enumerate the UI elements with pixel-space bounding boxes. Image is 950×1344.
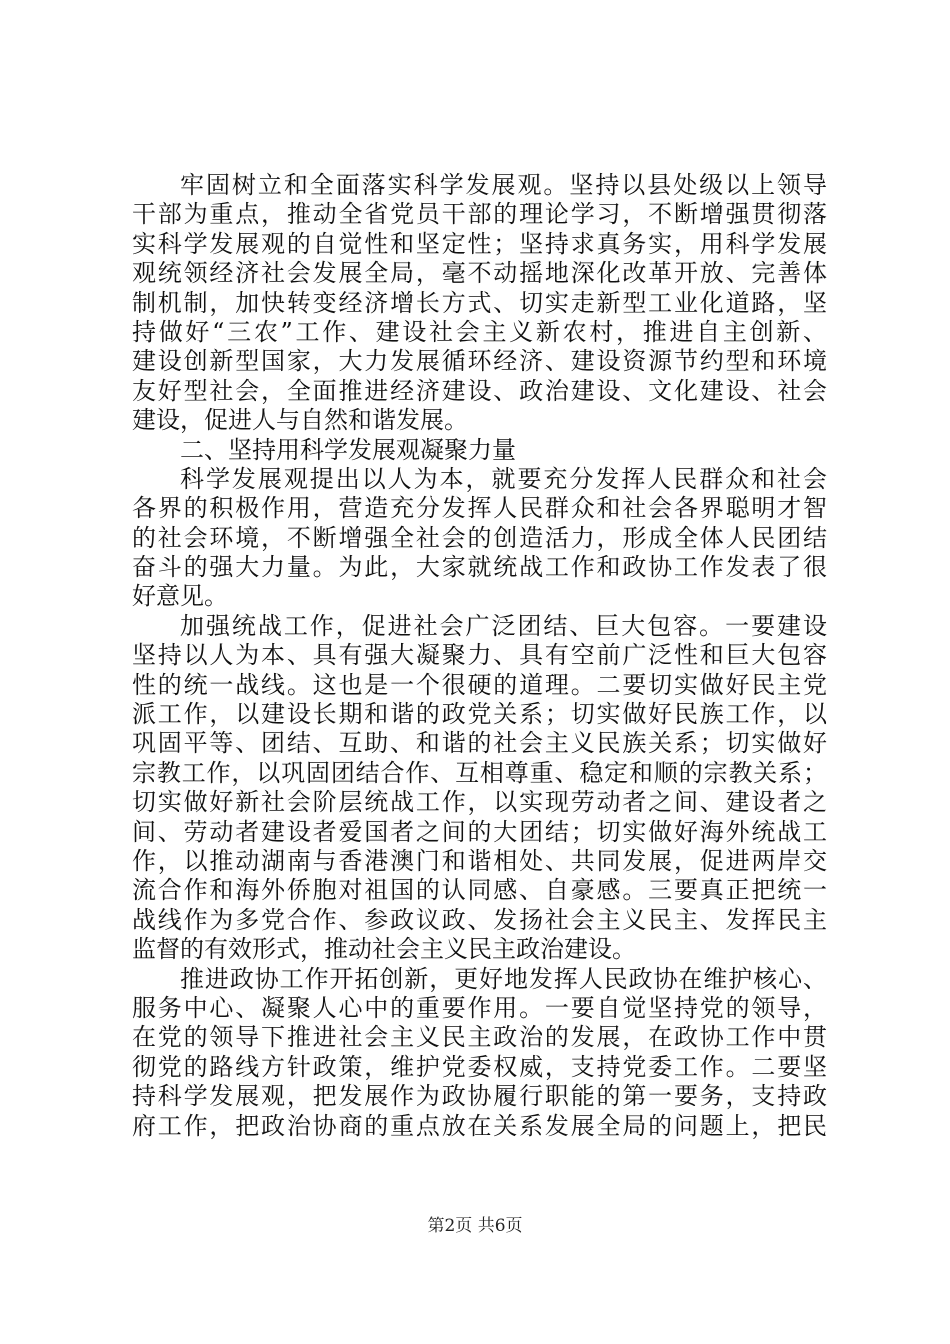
text-line: 推进政协工作开拓创新，更好地发挥人民政协在维护核心、: [180, 964, 827, 993]
text-line: 持做好“三农”工作、建设社会主义新农村，推进自主创新、: [132, 317, 827, 346]
text-line: 各界的积极作用，营造充分发挥人民群众和社会各界聪明才智: [132, 494, 827, 523]
text-line: 巩固平等、团结、互助、和谐的社会主义民族关系；切实做好: [132, 729, 827, 758]
text-line: 建设，促进人与自然和谐发展。: [132, 406, 468, 435]
text-line: 在党的领导下推进社会主义民主政治的发展，在政协工作中贯: [132, 1023, 827, 1052]
text-line: 友好型社会，全面推进经济建设、政治建设、文化建设、社会: [132, 376, 827, 405]
text-line: 持科学发展观，把发展作为政协履行职能的第一要务，支持政: [132, 1082, 827, 1111]
text-line: 制机制，加快转变经济增长方式、切实走新型工业化道路，坚: [132, 288, 827, 317]
text-line: 战线作为多党合作、参政议政、发扬社会主义民主、发挥民主: [132, 905, 827, 934]
text-line: 建设创新型国家，大力发展循环经济、建设资源节约型和环境: [132, 347, 827, 376]
text-line: 好意见。: [132, 582, 228, 611]
text-line: 派工作，以建设长期和谐的政党关系；切实做好民族工作，以: [132, 700, 827, 729]
text-line: 二、坚持用科学发展观凝聚力量: [180, 435, 516, 464]
text-line: 奋斗的强大力量。为此，大家就统战工作和政协工作发表了很: [132, 553, 827, 582]
text-line: 作，以推动湖南与香港澳门和谐相处、共同发展，促进两岸交: [132, 846, 827, 875]
text-line: 监督的有效形式，推动社会主义民主政治建设。: [132, 935, 636, 964]
text-line: 科学发展观提出以人为本，就要充分发挥人民群众和社会: [180, 464, 827, 493]
document-body: [132, 171, 827, 1141]
text-line: 加强统战工作，促进社会广泛团结、巨大包容。一要建设: [180, 611, 827, 640]
text-line: 彻党的路线方针政策，维护党委权威，支持党委工作。二要坚: [132, 1052, 827, 1081]
text-line: 的社会环境，不断增强全社会的创造活力，形成全体人民团结: [132, 523, 827, 552]
text-line: 府工作，把政治协商的重点放在关系发展全局的问题上，把民: [132, 1111, 827, 1140]
text-line: 坚持以人为本、具有强大凝聚力、具有空前广泛性和巨大包容: [132, 641, 827, 670]
text-line: 观统领经济社会发展全局，毫不动摇地深化改革开放、完善体: [132, 259, 827, 288]
text-line: 干部为重点，推动全省党员干部的理论学习，不断增强贯彻落: [132, 200, 827, 229]
text-line: 服务中心、凝聚人心中的重要作用。一要自觉坚持党的领导，: [132, 993, 827, 1022]
text-line: 切实做好新社会阶层统战工作，以实现劳动者之间、建设者之: [132, 788, 827, 817]
text-line: 间、劳动者建设者爱国者之间的大团结；切实做好海外统战工: [132, 817, 827, 846]
text-line: 性的统一战线。这也是一个很硬的道理。二要切实做好民主党: [132, 670, 827, 699]
page-footer: 第2页 共6页: [427, 1216, 523, 1236]
text-line: 宗教工作，以巩固团结合作、互相尊重、稳定和顺的宗教关系；: [132, 758, 827, 787]
text-line: 实科学发展观的自觉性和坚定性；坚持求真务实，用科学发展: [132, 229, 827, 258]
text-line: 牢固树立和全面落实科学发展观。坚持以县处级以上领导: [180, 171, 827, 199]
text-line: 流合作和海外侨胞对祖国的认同感、自豪感。三要真正把统一: [132, 876, 827, 905]
